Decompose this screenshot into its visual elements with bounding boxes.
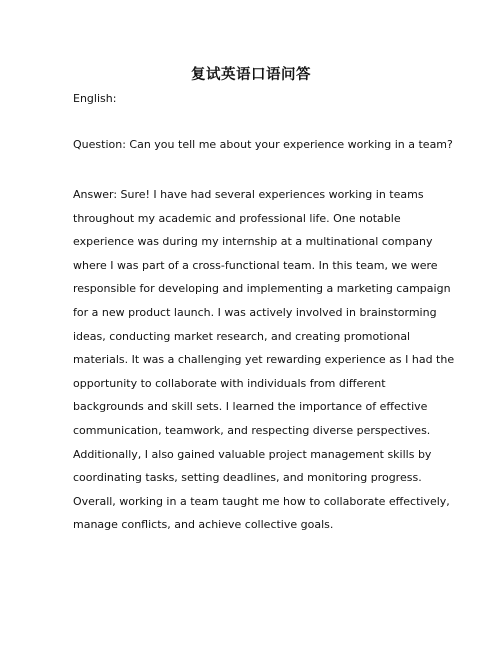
answer-line: ideas, conducting market research, and creating promotional <box>73 329 411 343</box>
answer-line: backgrounds and skill sets. I learned the importance of effective <box>73 400 428 414</box>
answer-line: responsible for developing and implementing a marketing campaign <box>73 282 451 296</box>
answer-paragraph <box>73 188 455 542</box>
answer-line: throughout my academic and professional life. One notable <box>73 211 401 225</box>
answer-line: experience was during my internship at a multinational company <box>73 235 433 249</box>
answer-line: Overall, working in a team taught me how to collaborate effectively, <box>73 494 450 508</box>
language-label: English: <box>73 92 117 105</box>
page-title: 复试英语口语问答 <box>191 67 311 83</box>
question-text: Question: Can you tell me about your experience working in a team? <box>73 138 453 151</box>
answer-line: for a new product launch. I was actively involved in brainstorming <box>73 305 437 319</box>
answer-line: materials. It was a challenging yet rewarding experience as I had the <box>73 353 455 367</box>
answer-line: where I was part of a cross-functional team. In this team, we were <box>73 258 438 272</box>
answer-line: opportunity to collaborate with individuals from different <box>73 376 386 390</box>
answer-line: manage conflicts, and achieve collective goals. <box>73 518 334 532</box>
answer-line: Answer: Sure! I have had several experiences working in teams <box>73 188 424 201</box>
answer-line: coordinating tasks, setting deadlines, and monitoring progress. <box>73 471 422 485</box>
answer-line: Additionally, I also gained valuable project management skills by <box>73 447 432 461</box>
answer-line: communication, teamwork, and respecting diverse perspectives. <box>73 423 431 437</box>
